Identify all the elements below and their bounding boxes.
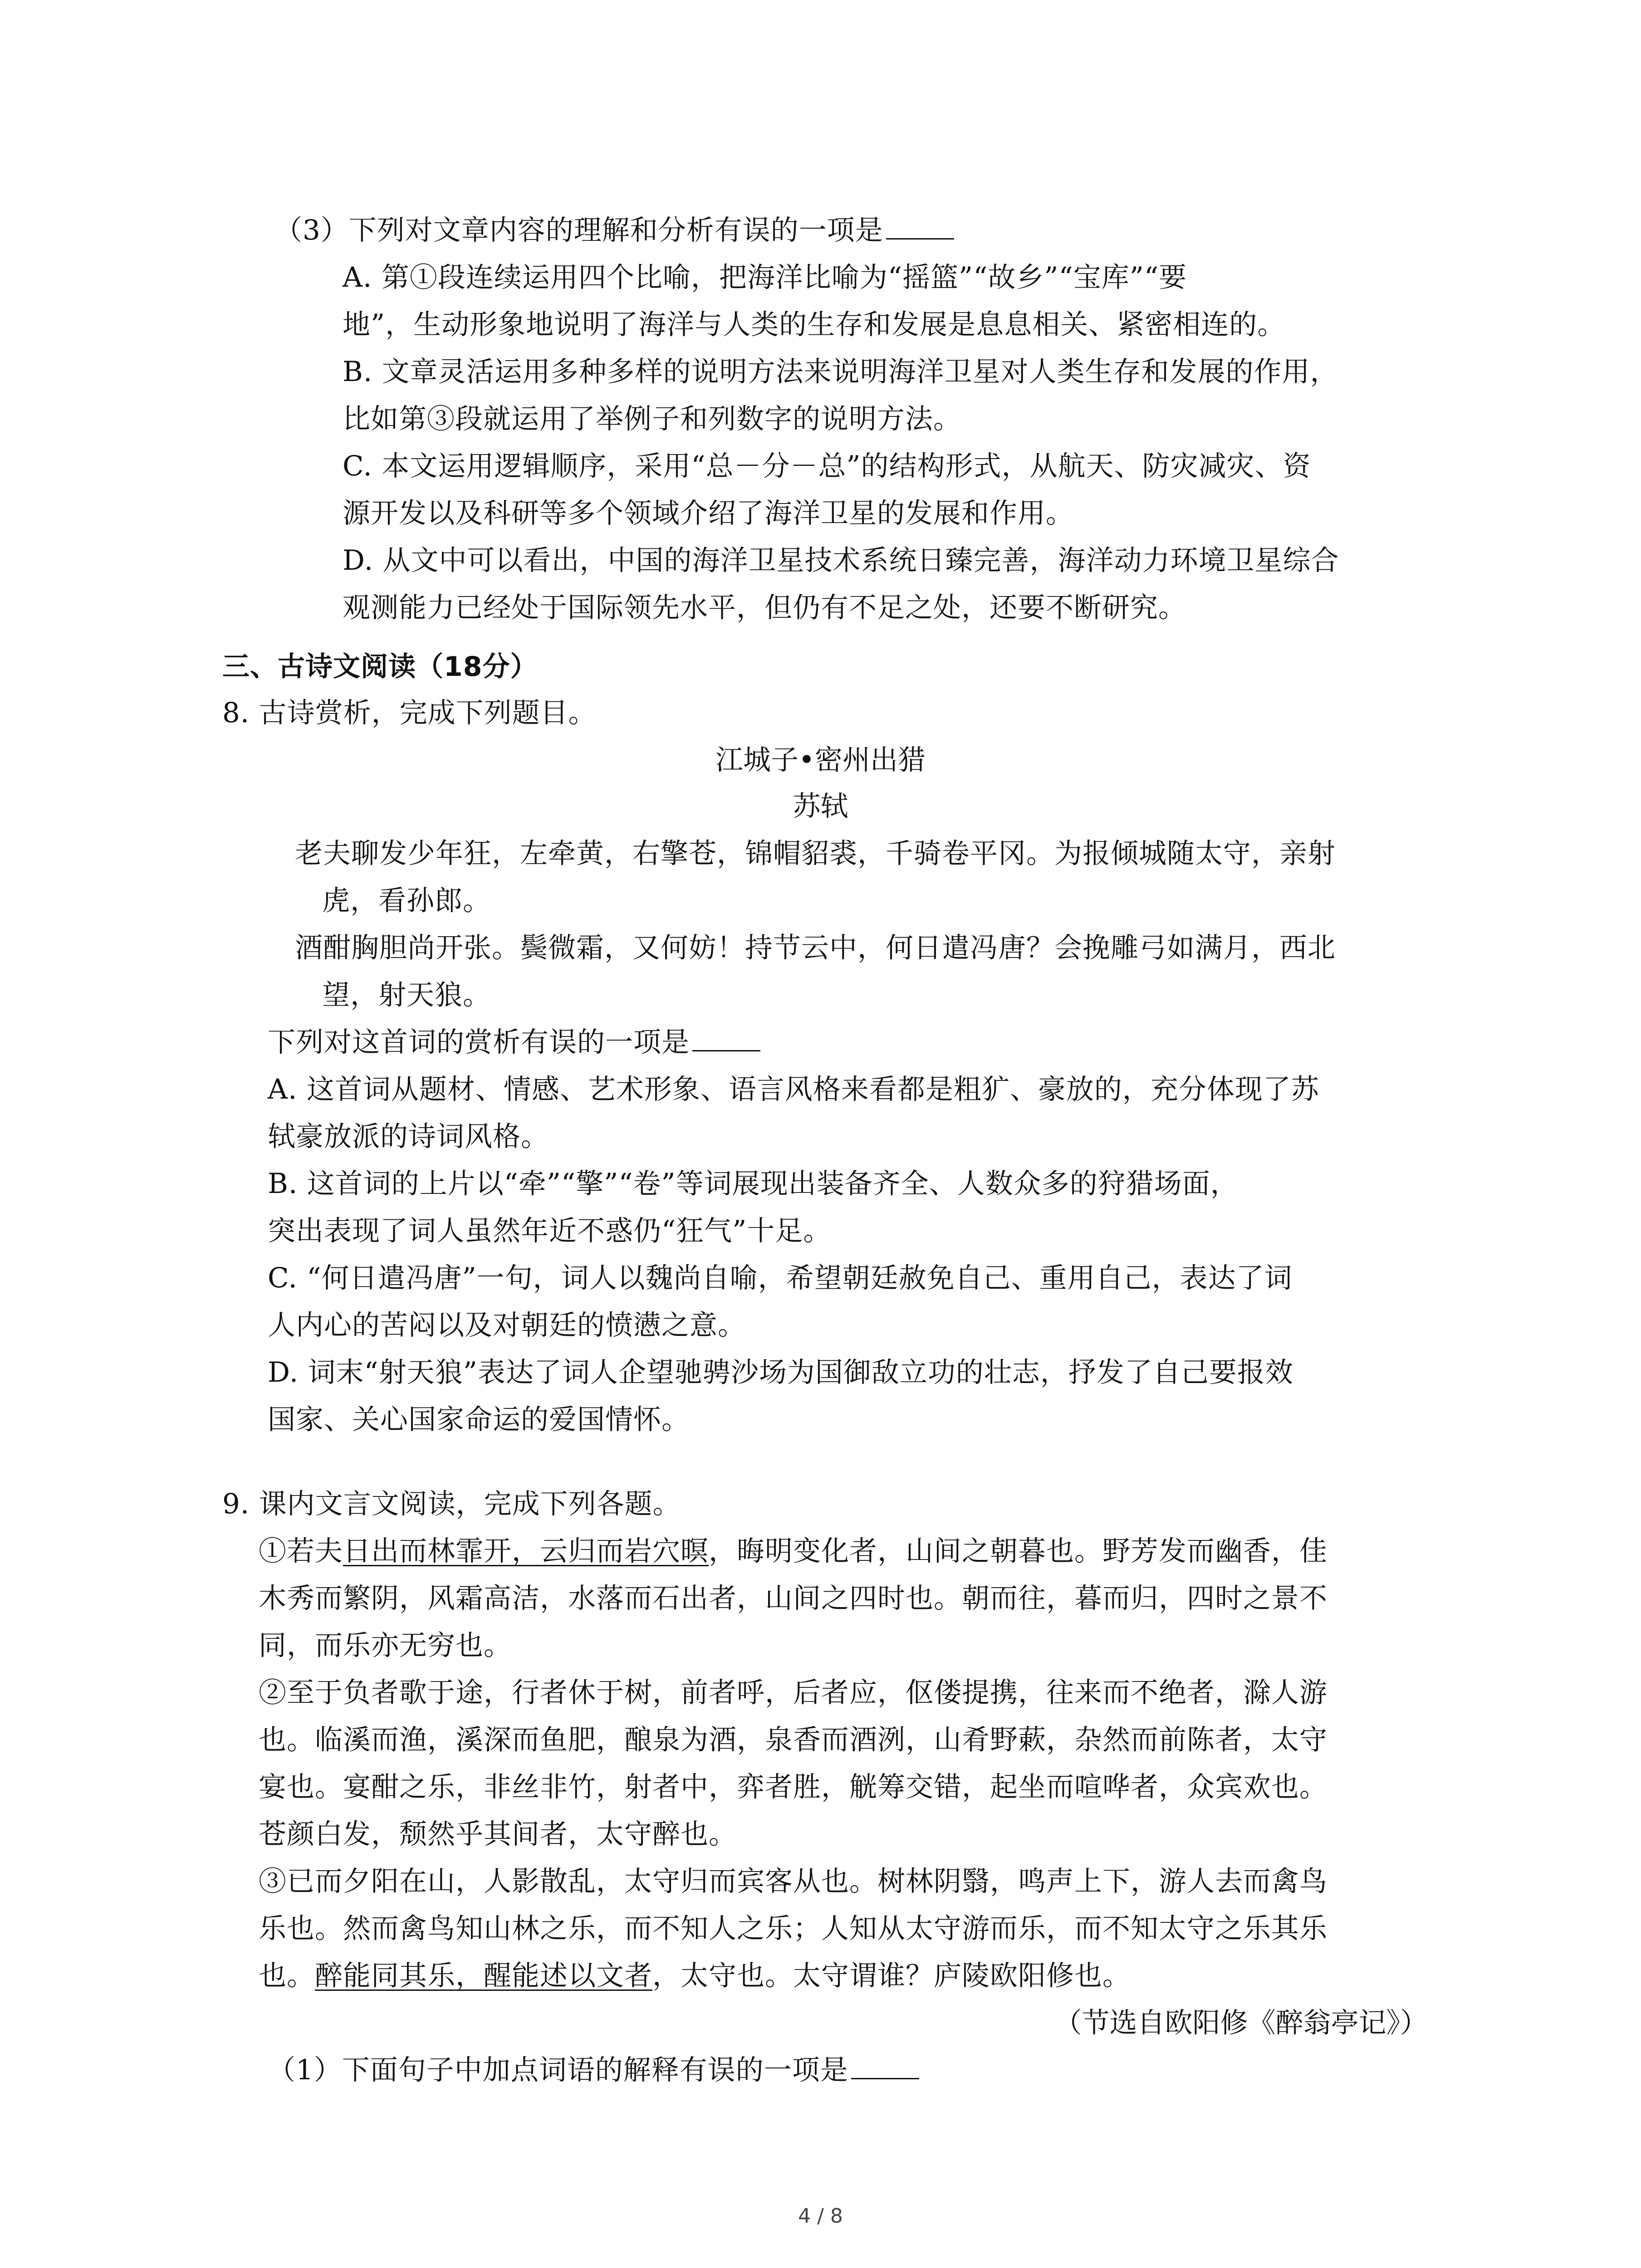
q7-3-option-b-line1: B. 文章灵活运用多种多样的说明方法来说明海洋卫星对人类生存和发展的作用， — [343, 356, 1338, 388]
q8-option-a-line1: A. 这首词从题材、情感、艺术形象、语言风格来看都是粗犷、豪放的，充分体现了苏 — [268, 1073, 1319, 1105]
q7-3-option-d-line1: D. 从文中可以看出，中国的海洋卫星技术系统日臻完善，海洋动力环境卫星综合 — [343, 544, 1339, 577]
poem-title: 江城子•密州出猎 — [715, 744, 926, 776]
q8-question: 下列对这首词的赏析有误的一项是 — [268, 1024, 760, 1061]
q9-paragraph-1-line: 同，而乐亦无穷也。 — [259, 1629, 512, 1662]
q7-3-option-c-line2: 源开发以及科研等多个领域介绍了海洋卫星的发展和作用。 — [343, 497, 1074, 529]
q7-3-option-d-line2: 观测能力已经处于国际领先水平，但仍有不足之处，还要不断研究。 — [343, 591, 1187, 624]
page-number: 4 / 8 — [798, 2204, 843, 2228]
q7-3-option-a-line1: A. 第①段连续运用四个比喻，把海洋比喻为“摇篮”“故乡”“宝库”“要 — [343, 261, 1187, 293]
q9-paragraph-2-line: ②至于负者歌于途，行者休于树，前者呼，后者应，伛偻提携，往来而不绝者，滁人游 — [259, 1677, 1328, 1709]
poem-line: 望，射天狼。 — [322, 979, 491, 1011]
q8-option-b-line1: B. 这首词的上片以“牵”“擎”“卷”等词展现出装备齐全、人数众多的狩猎场面， — [268, 1168, 1239, 1200]
source-citation: （节选自欧阳修《醉翁亭记》） — [1054, 2007, 1428, 2039]
q9-paragraph-2-line: 苍颜白发，颓然乎其间者，太守醉也。 — [259, 1818, 737, 1850]
underlined-phrase: 日出而林霏开，云归而岩穴暝 — [343, 1535, 709, 1567]
q9-paragraph-3-line: 乐也。然而禽鸟知山林之乐，而不知人之乐；人知从太守游而乐，而不知太守之乐其乐 — [259, 1912, 1328, 1945]
q9-sub1-stem: （1）下面句子中加点词语的解释有误的一项是 — [268, 2052, 919, 2088]
q8-stem: 8. 古诗赏析，完成下列题目。 — [222, 697, 597, 729]
poem-line: 酒酣胸胆尚开张。鬓微霜，又何妨！持节云中，何日遣冯唐？会挽雕弓如满月，西北 — [295, 932, 1336, 964]
q7-3-option-b-line2: 比如第③段就运用了举例子和列数字的说明方法。 — [343, 403, 962, 435]
q8-option-c-line1: C. “何日遣冯唐”一句，词人以魏尚自喻，希望朝廷赦免自己、重用自己，表达了词 — [268, 1262, 1293, 1294]
poem-author: 苏轼 — [793, 790, 848, 822]
section-heading: 三、古诗文阅读（18分） — [222, 651, 538, 683]
poem-line: 虎，看孙郎。 — [322, 885, 491, 917]
q7-3-option-a-line2: 地”，生动形象地说明了海洋与人类的生存和发展是息息相关、紧密相连的。 — [343, 308, 1286, 341]
answer-blank — [692, 1025, 760, 1051]
q8-option-d-line1: D. 词末“射天狼”表达了词人企望驰骋沙场为国御敌立功的壮志，抒发了自己要报效 — [268, 1356, 1293, 1388]
q8-option-d-line2: 国家、关心国家命运的爱国情怀。 — [268, 1403, 690, 1436]
q9-paragraph-2-line: 也。临溪而渔，溪深而鱼肥，酿泉为酒，泉香而酒洌，山肴野蔌，杂然而前陈者，太守 — [259, 1724, 1328, 1756]
q8-option-c-line2: 人内心的苦闷以及对朝廷的愤懑之意。 — [268, 1309, 746, 1341]
q9-paragraph-1-line: 木秀而繁阴，风霜高洁，水落而石出者，山间之四时也。朝而往，暮而归，四时之景不 — [259, 1582, 1328, 1614]
q8-option-b-line2: 突出表现了词人虽然年近不惑仍“狂气”十足。 — [268, 1215, 832, 1247]
answer-blank — [886, 213, 954, 240]
q9-paragraph-1-line1: ①若夫日出而林霏开，云归而岩穴暝，晦明变化者，山间之朝暮也。野芳发而幽香，佳 — [259, 1535, 1328, 1567]
poem-line: 老夫聊发少年狂，左牵黄，右擎苍，锦帽貂裘，千骑卷平冈。为报倾城随太守，亲射 — [295, 837, 1336, 870]
q9-paragraph-2-line: 宴也。宴酣之乐，非丝非竹，射者中，弈者胜，觥筹交错，起坐而喧哗者，众宾欢也。 — [259, 1771, 1328, 1803]
q9-stem: 9. 课内文言文阅读，完成下列各题。 — [222, 1488, 681, 1520]
q9-paragraph-3-line: ③已而夕阳在山，人影散乱，太守归而宾客从也。树林阴翳，鸣声上下，游人去而禽鸟 — [259, 1865, 1328, 1897]
q9-paragraph-3-last-line: 也。醉能同其乐，醒能述以文者，太守也。太守谓谁？庐陵欧阳修也。 — [259, 1960, 1131, 1992]
q7-3-option-c-line1: C. 本文运用逻辑顺序，采用“总－分－总”的结构形式，从航天、防灾减灾、资 — [343, 450, 1311, 482]
q7-3-stem: （3）下列对文章内容的理解和分析有误的一项是 — [274, 212, 954, 249]
q8-option-a-line2: 轼豪放派的诗词风格。 — [268, 1120, 549, 1153]
answer-blank — [851, 2053, 919, 2079]
underlined-phrase: 醉能同其乐，醒能述以文者 — [315, 1960, 653, 1992]
